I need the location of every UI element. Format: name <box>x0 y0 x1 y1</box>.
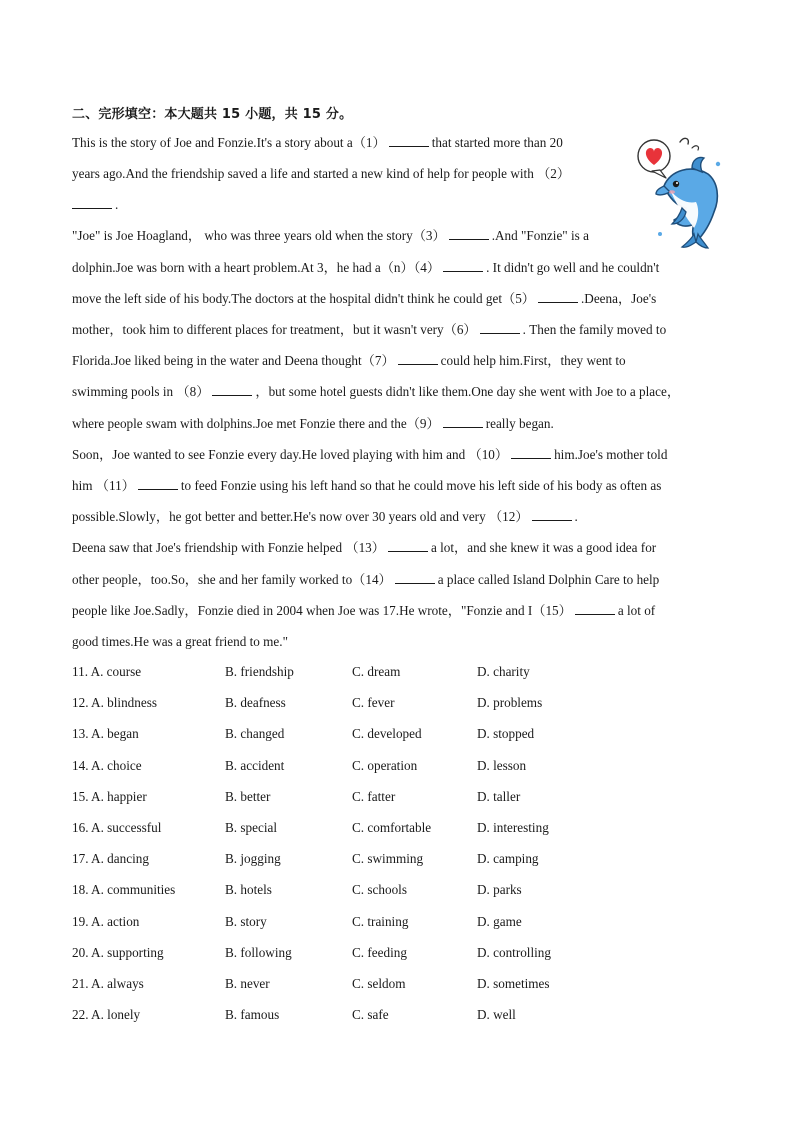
passage-text: Deena saw that Joe's friendship with Fonzie helped （13） <box>72 540 385 555</box>
answer-blank-11[interactable] <box>138 477 178 490</box>
answer-blank-12[interactable] <box>532 508 572 521</box>
passage-line <box>72 571 659 589</box>
option-b[interactable]: B. special <box>225 819 278 835</box>
question-row <box>72 850 712 881</box>
passage-text: Florida.Joe liked being in the water and Deena thought（7） <box>72 353 395 368</box>
passage-line <box>72 134 563 152</box>
option-d[interactable]: D. camping <box>477 851 539 867</box>
option-a[interactable]: 21. A. always <box>72 975 144 991</box>
answer-blank-1[interactable] <box>389 134 429 147</box>
question-row <box>72 944 712 975</box>
dolphin-heart-icon <box>630 134 726 250</box>
question-row <box>72 663 712 694</box>
option-b[interactable]: B. story <box>225 913 267 929</box>
passage-text: him （11） <box>72 478 135 493</box>
option-d[interactable]: D. well <box>477 1007 516 1023</box>
question-row <box>72 975 712 1006</box>
answer-blank-3[interactable] <box>449 227 489 240</box>
passage-line <box>72 259 659 277</box>
option-b[interactable]: B. friendship <box>225 664 294 679</box>
option-a[interactable]: 22. A. lonely <box>72 1007 141 1023</box>
option-d[interactable]: D. stopped <box>477 726 535 742</box>
passage-text: years ago.And the friendship saved a life and started a new kind of help for people with （2） <box>72 166 571 181</box>
option-b[interactable]: B. deafness <box>225 695 286 711</box>
option-d[interactable]: D. sometimes <box>477 975 550 991</box>
passage-text: .Deena，Joe's <box>581 291 657 306</box>
passage-line <box>72 539 656 557</box>
passage-line <box>72 321 666 339</box>
answer-blank-5[interactable] <box>538 290 578 303</box>
option-b[interactable]: B. accident <box>225 757 285 773</box>
question-row <box>72 788 712 819</box>
option-d[interactable]: D. problems <box>477 695 543 711</box>
question-row <box>72 819 712 850</box>
option-d[interactable]: D. lesson <box>477 757 527 773</box>
option-a[interactable]: 20. A. supporting <box>72 944 164 960</box>
passage-text: a lot，and she knew it was a good idea for <box>430 540 657 555</box>
passage-line <box>72 290 656 308</box>
passage-line <box>72 633 288 651</box>
option-c[interactable]: C. safe <box>352 1007 389 1023</box>
passage-text: . It didn't go well and he couldn't <box>486 260 660 275</box>
question-row <box>72 757 712 788</box>
passage-text: dolphin.Joe was born with a heart problem.At 3，he had a（n）（4） <box>72 260 441 275</box>
option-b[interactable]: B. following <box>225 944 292 960</box>
passage-text: .And "Fonzie" is a <box>491 228 589 243</box>
passage-text: mother，took him to different places for treatment，but it wasn't very（6） <box>72 322 477 337</box>
answer-blank-7[interactable] <box>398 352 438 365</box>
option-c[interactable]: C. operation <box>352 757 418 773</box>
option-d[interactable]: D. interesting <box>477 819 549 835</box>
passage-text: . <box>115 197 119 212</box>
passage-text: could help him.First，they went to <box>440 353 626 368</box>
passage-text: This is the story of Joe and Fonzie.It's a story about a（1） <box>72 135 386 150</box>
question-row <box>72 725 712 756</box>
passage-text: people like Joe.Sadly，Fonzie died in 2004 when Joe was 17.He wrote，"Fonzie and I（15） <box>72 603 572 618</box>
passage-line <box>72 446 667 464</box>
passage-text: really began. <box>485 416 554 431</box>
question-row <box>72 694 712 725</box>
answer-blank-4[interactable] <box>443 259 483 272</box>
passage-text: . Then the family moved to <box>522 322 667 337</box>
passage-text: move the left side of his body.The doctors at the hospital didn't think he could get（5） <box>72 291 535 306</box>
question-row <box>72 913 712 944</box>
passage-text: a place called Island Dolphin Care to help <box>437 572 660 587</box>
option-a[interactable]: 11. A. course <box>72 664 142 679</box>
option-a[interactable]: 19. A. action <box>72 913 140 929</box>
section-title: 二、完形填空：本大题共 15 小题，共 15 分。 <box>72 107 353 122</box>
option-c[interactable]: C. fever <box>352 695 395 711</box>
option-c[interactable]: C. fatter <box>352 788 396 804</box>
passage-text: . <box>574 509 578 524</box>
option-b[interactable]: B. never <box>225 975 270 991</box>
answer-options <box>72 663 712 1037</box>
answer-blank-6[interactable] <box>480 321 520 334</box>
answer-blank-13[interactable] <box>388 539 428 552</box>
option-c[interactable]: C. feeding <box>352 944 407 960</box>
passage-line <box>72 165 570 183</box>
option-a[interactable]: 18. A. communities <box>72 882 176 898</box>
answer-blank-14[interactable] <box>395 571 435 584</box>
passage-text: swimming pools in （8） <box>72 384 210 399</box>
passage-text: Soon，Joe wanted to see Fonzie every day.He loved playing with him and （10） <box>72 447 509 462</box>
option-c[interactable]: C. developed <box>352 726 422 742</box>
option-d[interactable]: D. controlling <box>477 944 551 960</box>
passage-line <box>72 508 578 526</box>
passage-text: him.Joe's mother told <box>554 447 668 462</box>
option-b[interactable]: B. changed <box>225 726 285 742</box>
option-d[interactable]: D. charity <box>477 664 530 679</box>
option-a[interactable]: 12. A. blindness <box>72 695 157 711</box>
passage-line <box>72 602 655 620</box>
passage-line <box>72 477 661 495</box>
passage-text: where people swam with dolphins.Joe met Fonzie there and the（9） <box>72 416 440 431</box>
passage-line <box>72 352 626 370</box>
option-c[interactable]: C. training <box>352 913 409 929</box>
passage-text: possible.Slowly，he got better and better.He's now over 30 years old and very （12） <box>72 509 529 524</box>
answer-blank-8[interactable] <box>212 383 252 396</box>
option-c[interactable]: C. seldom <box>352 975 406 991</box>
passage-line <box>72 383 680 401</box>
option-a[interactable]: 16. A. successful <box>72 819 162 835</box>
option-a[interactable]: 14. A. choice <box>72 757 142 773</box>
option-c[interactable]: C. dream <box>352 664 401 679</box>
question-row <box>72 881 712 912</box>
passage-text: that started more than 20 <box>431 135 563 150</box>
option-c[interactable]: C. schools <box>352 882 407 898</box>
answer-blank-10[interactable] <box>511 446 551 459</box>
passage-text: ，but some hotel guests didn't like them.One day she went with Joe to a place， <box>255 384 681 399</box>
option-a[interactable]: 17. A. dancing <box>72 851 149 867</box>
passage-text: good times.He was a great friend to me." <box>72 634 288 649</box>
answer-blank-15[interactable] <box>575 602 615 615</box>
passage-text: a lot of <box>617 603 656 618</box>
option-c[interactable]: C. swimming <box>352 851 424 867</box>
passage-text: other people，too.So，she and her family worked to（14） <box>72 572 392 587</box>
passage-line <box>72 415 554 433</box>
passage-text: "Joe" is Joe Hoagland， who was three years old when the story（3） <box>72 228 446 243</box>
option-d[interactable]: D. game <box>477 913 522 929</box>
question-row <box>72 1006 712 1037</box>
option-a[interactable]: 15. A. happier <box>72 788 147 804</box>
option-a[interactable]: 13. A. began <box>72 726 139 742</box>
passage-text: to feed Fonzie using his left hand so that he could move his left side of his body as often as <box>180 478 662 493</box>
option-c[interactable]: C. comfortable <box>352 819 432 835</box>
passage-line <box>72 196 118 214</box>
option-b[interactable]: B. jogging <box>225 851 281 867</box>
option-d[interactable]: D. parks <box>477 882 522 898</box>
option-b[interactable]: B. better <box>225 788 271 804</box>
option-d[interactable]: D. taller <box>477 788 521 804</box>
option-b[interactable]: B. famous <box>225 1007 280 1023</box>
passage-line <box>72 227 589 245</box>
option-b[interactable]: B. hotels <box>225 882 272 898</box>
answer-blank-2[interactable] <box>72 196 112 209</box>
answer-blank-9[interactable] <box>443 415 483 428</box>
